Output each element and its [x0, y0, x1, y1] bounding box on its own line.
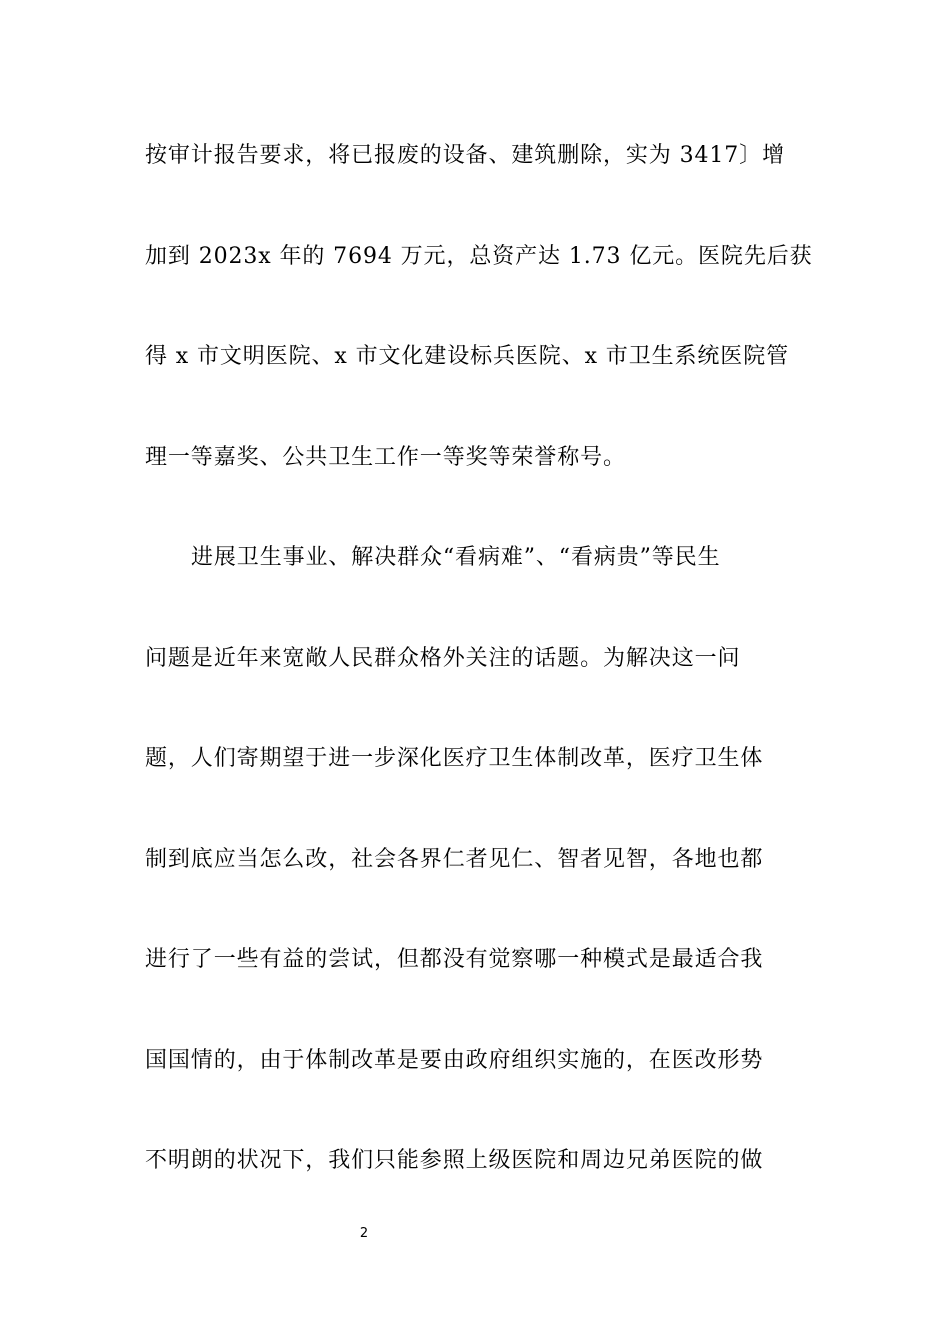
text-line: 进行了一些有益的尝试，但都没有觉察哪一种模式是最适合我 — [145, 947, 764, 972]
text-line: 按审计报告要求，将已报废的设备、建筑删除，实为 3417〕增 — [145, 143, 785, 168]
page-number: 2 — [359, 1226, 369, 1241]
text-line: 国国情的，由于体制改革是要由政府组织实施的，在医改形势 — [145, 1047, 764, 1073]
text-line: 题，人们寄期望于进一步深化医疗卫生体制改革，医疗卫生体 — [145, 746, 764, 771]
text-line: 得 x 市文明医院、x 市文化建设标兵医院、x 市卫生系统医院管 — [145, 344, 789, 369]
paragraph-first-line: 进展卫生事业、解决群众“看病难”、“看病贵”等民生 — [191, 545, 721, 570]
text-line: 加到 2023x 年的 7694 万元，总资产达 1.73 亿元。医院先后获 — [145, 243, 813, 269]
text-line: 问题是近年来宽敞人民群众格外关注的话题。为解决这一问 — [145, 645, 741, 671]
text-line: 不明朗的状况下，我们只能参照上级医院和周边兄弟医院的做 — [145, 1148, 764, 1173]
text-line: 制到底应当怎么改，社会各界仁者见仁、智者见智，各地也都 — [145, 846, 764, 872]
body-text — [145, 130, 813, 1236]
text-line: 理一等嘉奖、公共卫生工作一等奖等荣誉称号。 — [145, 444, 626, 470]
